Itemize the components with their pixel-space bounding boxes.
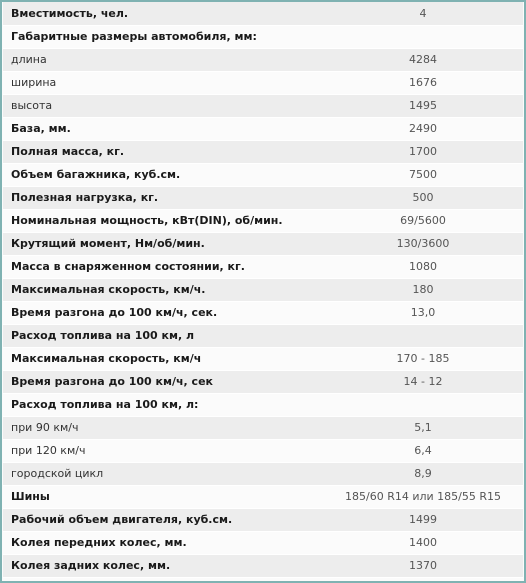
- spec-value: 4284: [323, 48, 523, 71]
- spec-label: Расход топлива на 100 км, л:: [3, 393, 323, 416]
- spec-label: Максимальная скорость, км/ч: [3, 347, 323, 370]
- spec-row: [3, 2, 523, 25]
- spec-value: 180: [323, 278, 523, 301]
- spec-row: [3, 25, 523, 48]
- spec-value: [323, 393, 523, 416]
- spec-label: Рабочий объем двигателя, куб.см.: [3, 508, 323, 531]
- spec-row: [3, 508, 523, 531]
- spec-label: Время разгона до 100 км/ч, сек.: [3, 301, 323, 324]
- spec-value: 1495: [323, 94, 523, 117]
- spec-label: Полезная нагрузка, кг.: [3, 186, 323, 209]
- spec-value: 7500: [323, 163, 523, 186]
- spec-label: высота: [3, 94, 323, 117]
- spec-row: [3, 94, 523, 117]
- spec-value: 185/60 R14 или 185/55 R15: [323, 485, 523, 508]
- spec-row: [3, 554, 523, 577]
- spec-value: [323, 324, 523, 347]
- spec-label: Полная масса, кг.: [3, 140, 323, 163]
- spec-row: [3, 140, 523, 163]
- spec-value: 1676: [323, 71, 523, 94]
- spec-label: Габаритные размеры автомобиля, мм:: [3, 25, 323, 48]
- spec-value: 6,4: [323, 439, 523, 462]
- spec-row: [3, 324, 523, 347]
- spec-value: 8,9: [323, 462, 523, 485]
- spec-label: Масса в снаряженном состоянии, кг.: [3, 255, 323, 278]
- spec-value: 1400: [323, 531, 523, 554]
- spec-row: [3, 462, 523, 485]
- spec-row: [3, 393, 523, 416]
- spec-row: [3, 531, 523, 554]
- spec-row: [3, 485, 523, 508]
- spec-label: длина: [3, 48, 323, 71]
- spec-value: 2490: [323, 117, 523, 140]
- spec-row: [3, 370, 523, 393]
- spec-label: Колея задних колес, мм.: [3, 554, 323, 577]
- spec-value: 4: [323, 2, 523, 25]
- spec-row: [3, 232, 523, 255]
- spec-label: Расход топлива на 100 км, л: [3, 324, 323, 347]
- spec-row: [3, 209, 523, 232]
- spec-row: [3, 117, 523, 140]
- spec-label: Шины: [3, 485, 323, 508]
- spec-row: [3, 347, 523, 370]
- specs-table: [3, 2, 523, 578]
- spec-value: 1499: [323, 508, 523, 531]
- spec-row: [3, 255, 523, 278]
- spec-value: 1700: [323, 140, 523, 163]
- spec-label: Время разгона до 100 км/ч, сек: [3, 370, 323, 393]
- spec-value: 5,1: [323, 416, 523, 439]
- spec-row: [3, 186, 523, 209]
- spec-value: 13,0: [323, 301, 523, 324]
- spec-label: База, мм.: [3, 117, 323, 140]
- spec-label: городской цикл: [3, 462, 323, 485]
- spec-row: [3, 48, 523, 71]
- spec-value: 1370: [323, 554, 523, 577]
- spec-label: Объем багажника, куб.см.: [3, 163, 323, 186]
- spec-label: Колея передних колес, мм.: [3, 531, 323, 554]
- specs-table-body: [3, 2, 523, 577]
- spec-value: 170 - 185: [323, 347, 523, 370]
- spec-row: [3, 163, 523, 186]
- spec-row: [3, 278, 523, 301]
- spec-label: Максимальная скорость, км/ч.: [3, 278, 323, 301]
- spec-label: Вместимость, чел.: [3, 2, 323, 25]
- spec-value: 14 - 12: [323, 370, 523, 393]
- spec-label: Крутящий момент, Нм/об/мин.: [3, 232, 323, 255]
- spec-row: [3, 439, 523, 462]
- spec-value: 69/5600: [323, 209, 523, 232]
- spec-row: [3, 71, 523, 94]
- spec-value: 130/3600: [323, 232, 523, 255]
- spec-value: 500: [323, 186, 523, 209]
- spec-value: [323, 25, 523, 48]
- spec-label: ширина: [3, 71, 323, 94]
- spec-label: Номинальная мощность, кВт(DIN), об/мин.: [3, 209, 323, 232]
- spec-value: 1080: [323, 255, 523, 278]
- spec-label: при 90 км/ч: [3, 416, 323, 439]
- spec-row: [3, 301, 523, 324]
- spec-row: [3, 416, 523, 439]
- spec-label: при 120 км/ч: [3, 439, 323, 462]
